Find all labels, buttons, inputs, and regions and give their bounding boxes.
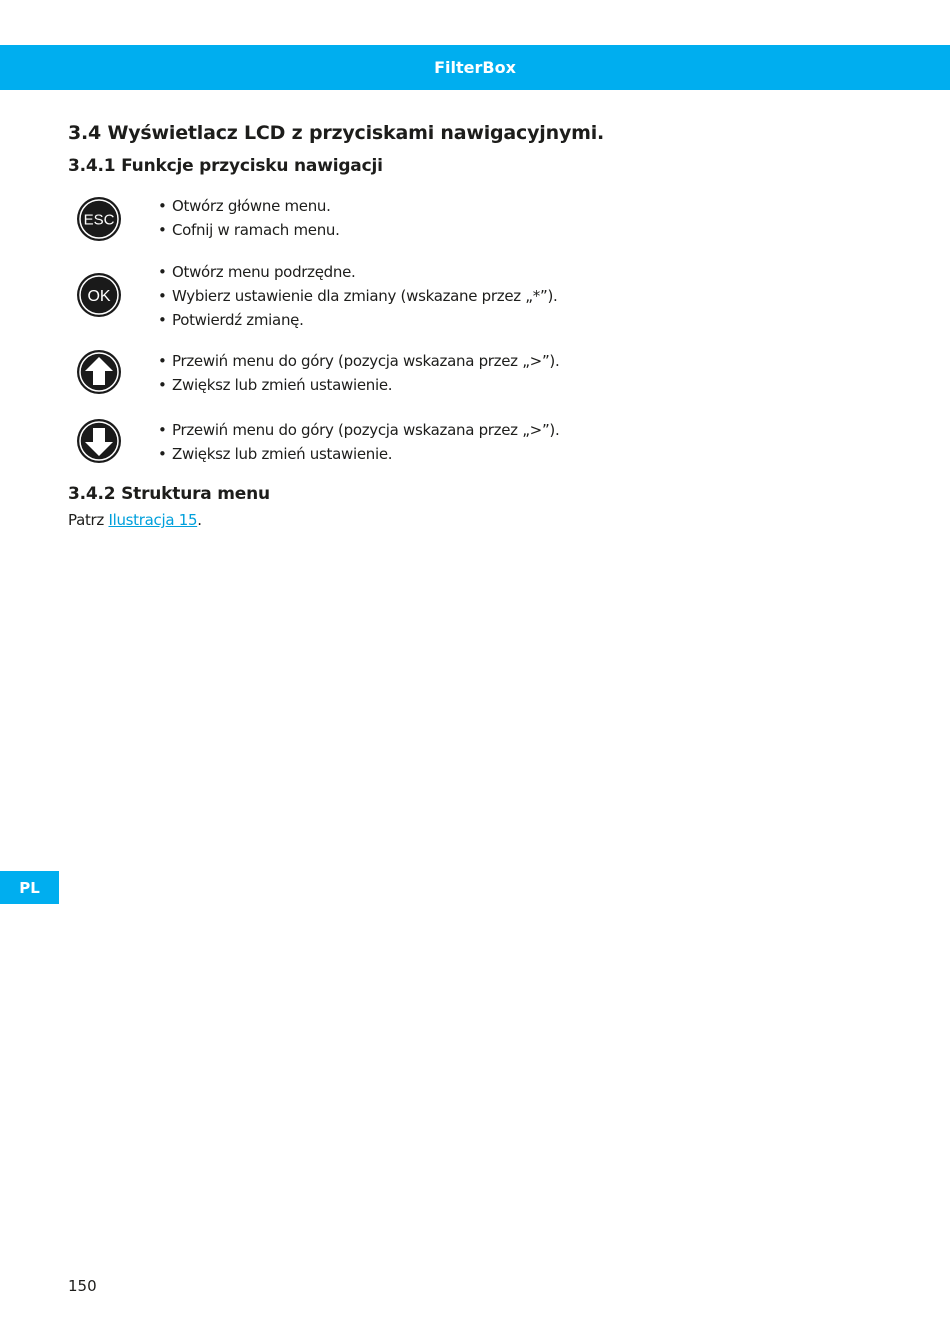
list-item: • Przewiń menu do góry (pozycja wskazana przez „>”). xyxy=(158,418,559,442)
language-tab: PL xyxy=(0,871,59,904)
list-item: • Cofnij w ramach menu. xyxy=(158,218,340,242)
esc-button-label: ESC xyxy=(83,211,115,229)
list-item: • Otwórz menu podrzędne. xyxy=(158,260,557,284)
esc-button-icon xyxy=(76,196,122,242)
list-item: • Otwórz główne menu. xyxy=(158,194,340,218)
ok-button-label: OK xyxy=(87,288,111,305)
ok-functions-list xyxy=(158,260,557,332)
paragraph-suffix: . xyxy=(197,511,202,529)
down-arrow-button-icon xyxy=(76,418,122,464)
list-item: • Wybierz ustawienie dla zmiany (wskazane przez „*”). xyxy=(158,284,557,308)
header-bar xyxy=(0,45,950,90)
down-functions-list xyxy=(158,418,559,466)
list-item: • Potwierdź zmianę. xyxy=(158,308,557,332)
subsection-title-menu-structure: 3.4.2 Struktura menu xyxy=(68,484,270,504)
up-arrow-button-icon xyxy=(76,349,122,395)
ok-button-icon xyxy=(76,272,122,318)
subsection-title-navigation: 3.4.1 Funkcje przycisku nawigacji xyxy=(68,156,383,176)
up-functions-list xyxy=(158,349,559,397)
list-item: • Zwiększ lub zmień ustawienie. xyxy=(158,373,559,397)
esc-functions-list xyxy=(158,194,340,242)
document-title: FilterBox xyxy=(434,58,516,77)
list-item: • Przewiń menu do góry (pozycja wskazana przez „>”). xyxy=(158,349,559,373)
illustration-link[interactable]: Ilustracja 15 xyxy=(108,511,198,529)
page-number: 150 xyxy=(68,1277,97,1295)
list-item: • Zwiększ lub zmień ustawienie. xyxy=(158,442,559,466)
menu-structure-paragraph xyxy=(68,509,202,531)
paragraph-prefix: Patrz xyxy=(68,511,109,529)
section-title: 3.4 Wyświetlacz LCD z przyciskami nawigacyjnymi. xyxy=(68,122,605,144)
